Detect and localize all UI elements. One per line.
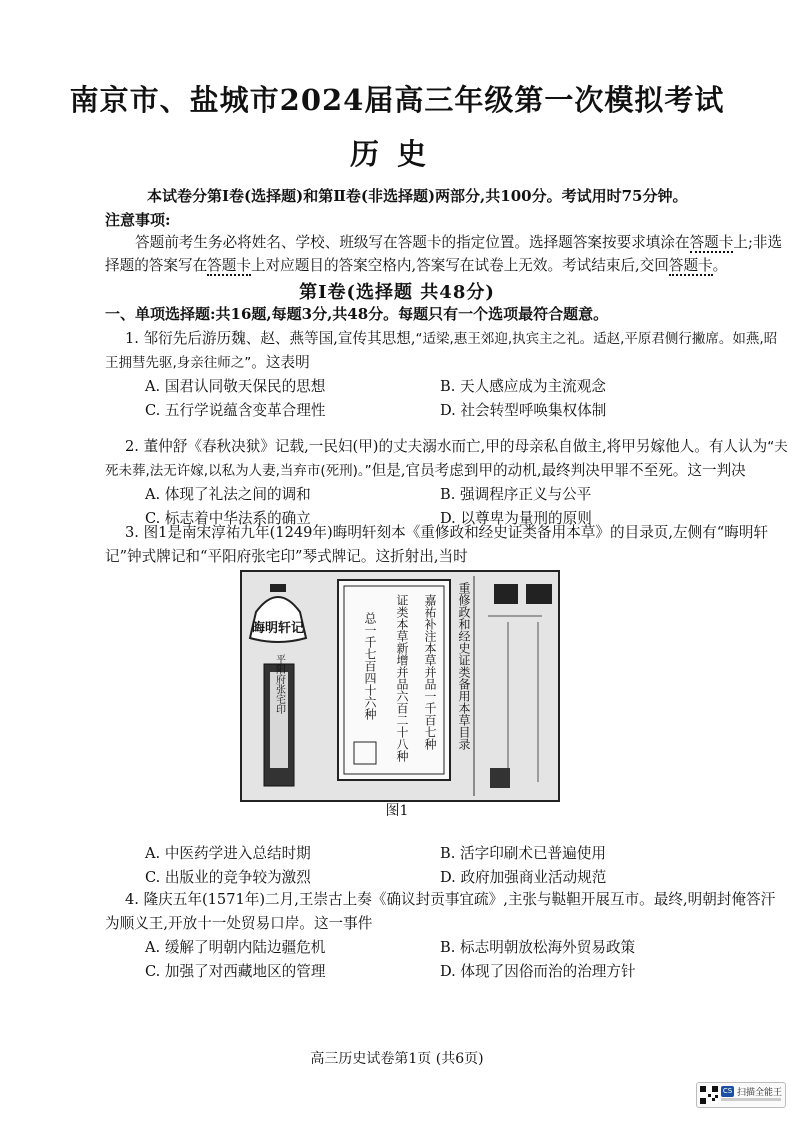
exam-title: 南京市、盐城市2024届高三年级第一次模拟考试 (69, 83, 725, 117)
svg-text:平阳府张宅印: 平阳府张宅印 (273, 654, 285, 714)
options-row-1 (105, 842, 789, 866)
options-row-1 (105, 936, 789, 960)
option-a[interactable]: A. 体现了礼法之间的调和 (145, 486, 311, 503)
option-a[interactable]: A. 中医药学进入总结时期 (145, 845, 311, 862)
notice-text-1: 答题前考生务必将姓名、学校、班级写在答题卡的指定位置。选择题答案按要求填涂在 (135, 234, 690, 251)
option-b[interactable]: B. 天人感应成为主流观念 (440, 378, 606, 395)
options-row-1 (105, 375, 789, 399)
svg-text:晦明轩记: 晦明轩记 (251, 621, 305, 636)
stem-text: 1. 邹衍先后游历魏、赵、燕等国,宣传其思想, (125, 330, 416, 347)
question-1 (105, 327, 789, 423)
scanner-watermark (696, 1082, 786, 1108)
options-row-2 (105, 866, 789, 890)
option-c[interactable]: C. 加强了对西藏地区的管理 (145, 963, 326, 980)
right-heading: 重修政和经史证类备用本草目录 (457, 582, 471, 750)
option-d[interactable]: D. 政府加强商业活动规范 (440, 869, 607, 886)
scanner-app-name: 扫描全能王 (737, 1088, 783, 1098)
question-stem (105, 435, 789, 483)
option-c[interactable]: C. 出版业的竞争较为激烈 (145, 869, 311, 886)
center-line-1: 嘉祐补注本草并品一千百七种 (423, 594, 437, 750)
qin-seal-icon (264, 654, 294, 786)
subject-title: 历史 (349, 137, 444, 171)
options-row-1 (105, 483, 789, 507)
option-a[interactable]: A. 国君认同敬天保民的思想 (145, 378, 326, 395)
question-stem: 4. 隆庆五年(1571年)二月,王崇古上奏《确议封贡事宜疏》,主张与鞑靼开展互市。最终,明朝封俺答汗为顺义王,开放十一处贸易口岸。这一事件 (105, 891, 776, 932)
figure-1-image (240, 570, 560, 802)
notice-emphasis-3: 答题卡 (668, 257, 713, 274)
question-4 (105, 888, 789, 984)
option-c[interactable]: C. 标志着中华法系的确立 (145, 510, 311, 527)
notice-text-4: 。 (712, 257, 728, 274)
notice-text-3: 上对应题目的答案空格内,答案写在试卷上无效。考试结束后,交回 (250, 257, 669, 274)
stem-quote: “适梁,惠王郊迎,执宾主之礼。适赵,平原君侧行撇席。如燕,昭王拥彗先驱,身亲往师之” (105, 331, 778, 371)
section-title: 第Ⅰ卷(选择题 共48分) (299, 282, 495, 303)
stem-text-end: 。这表明 (251, 354, 310, 371)
option-b[interactable]: B. 活字印刷术已普遍使用 (440, 845, 606, 862)
notice-text-2: 上;非选择题的答案写在 (105, 234, 783, 274)
option-c[interactable]: C. 五行学说蕴含变革合理性 (145, 402, 326, 419)
center-line-2: 证类本草新增并品六百二十八种 (395, 594, 409, 762)
qr-code-icon (700, 1086, 718, 1104)
notice-emphasis-1: 答题卡 (689, 234, 734, 251)
option-d[interactable]: D. 以尊卑为量刑的原则 (440, 510, 592, 527)
notice-emphasis-2: 答题卡 (207, 257, 251, 274)
part-heading: 一、单项选择题:共16题,每题3分,共48分。每题只有一个选项最符合题意。 (105, 305, 609, 323)
stem-text: 2. 董仲舒《春秋决狱》记载,一民妇(甲)的丈夫溺水而亡,甲的母亲私自做主,将甲另嫁他人。有人认为 (125, 438, 768, 455)
options-row-2 (105, 960, 789, 984)
stem-text-end: 但是,官员考虑到甲的动机,最终判决甲罪不至死。这一判决 (371, 462, 746, 479)
question-stem (105, 327, 789, 375)
center-line-3: 总一千七百四十六种 (363, 612, 377, 720)
options-row-2 (105, 399, 789, 423)
book-page-illustration (242, 572, 558, 800)
option-d[interactable]: D. 社会转型呼唤集权体制 (440, 402, 607, 419)
option-b[interactable]: B. 强调程序正义与公平 (440, 486, 592, 503)
question-2 (105, 435, 789, 531)
notice-body (105, 231, 785, 277)
scanner-subtext-bar (721, 1098, 781, 1101)
scanner-logo: CS (722, 1087, 733, 1095)
option-d[interactable]: D. 体现了因俗而治的治理方针 (440, 963, 636, 980)
option-b[interactable]: B. 标志明朝放松海外贸易政策 (440, 939, 636, 956)
question-stem: 3. 图1是南宋淳祐九年(1249年)晦明轩刻本《重修政和经史证类备用本草》的目录页,左侧有“晦明轩记”钟式牌记和“平阳府张宅印”琴式牌记。这折射出,当时 (105, 524, 769, 565)
option-a[interactable]: A. 缓解了明朝内陆边疆危机 (145, 939, 326, 956)
stem-quote: “夫死未葬,法无许嫁,以私为人妻,当弃市(死刑)。” (105, 439, 788, 479)
figure-caption: 图1 (385, 803, 409, 819)
page-footer: 高三历史试卷第1页 (共6页) (310, 1051, 484, 1067)
notice-heading: 注意事项: (105, 211, 171, 229)
question-3 (105, 521, 789, 569)
question-3-options (105, 842, 789, 890)
exam-intro: 本试卷分第Ⅰ卷(选择题)和第Ⅱ卷(非选择题)两部分,共100分。考试用时75分钟。 (147, 187, 688, 205)
